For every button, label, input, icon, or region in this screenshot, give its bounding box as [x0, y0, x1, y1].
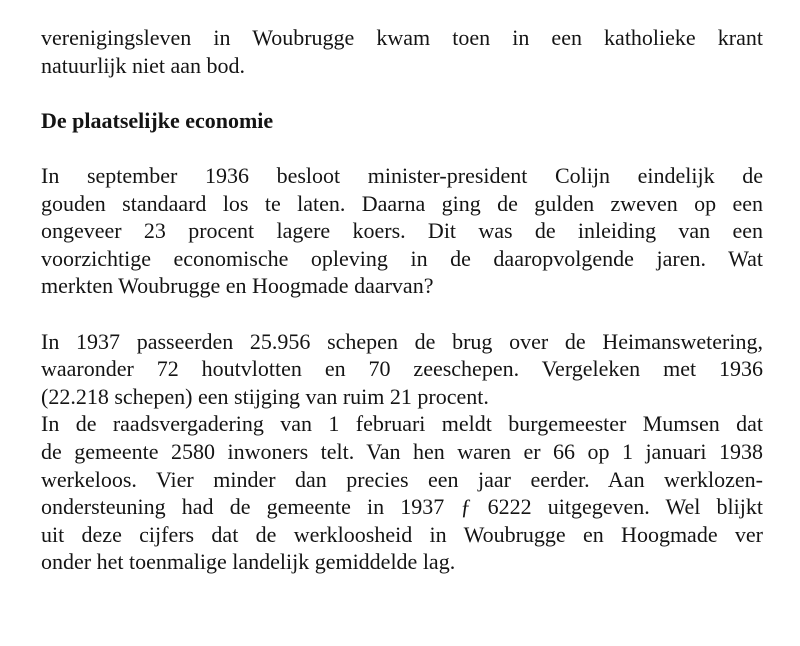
paragraph-spacer: [41, 134, 763, 162]
intro-paragraph: [41, 24, 763, 79]
text-line: gouden standaard los te laten. Daarna ging de gulden zweven op een: [41, 190, 763, 216]
text-line: werkeloos. Vier minder dan precies een jaar eerder. Aan werklozen-: [41, 466, 763, 492]
text-line: natuurlijk niet aan bod.: [41, 52, 246, 78]
text-line: (22.218 schepen) een stijging van ruim 21 procent.: [41, 383, 489, 409]
text-line: de gemeente 2580 inwoners telt. Van hen waren er 66 op 1 januari 1938: [41, 438, 763, 464]
text-line: uit deze cijfers dat de werkloosheid in Woubrugge en Hoogmade ver: [41, 521, 763, 547]
paragraph-spacer: [41, 300, 763, 328]
text-line: waaronder 72 houtvlotten en 70 zeeschepen. Vergeleken met 1936: [41, 356, 763, 382]
document-page: [41, 24, 763, 576]
economy-paragraph-2: [41, 328, 763, 411]
text-line: verenigingsleven in Woubrugge kwam toen in een katholieke krant: [41, 25, 763, 50]
section-heading: De plaatselijke economie: [41, 107, 274, 133]
text-line: merkten Woubrugge en Hoogmade daarvan?: [41, 273, 434, 299]
text-line: ongeveer 23 procent lagere koers. Dit was de inleiding van een: [41, 218, 763, 244]
text-line: ondersteuning had de gemeente in 1937 ƒ 6222 uitgegeven. Wel blijkt: [41, 494, 763, 520]
economy-paragraph-3: [41, 410, 763, 576]
text-line: In 1937 passeerden 25.956 schepen de brug over de Heimanswetering,: [41, 328, 763, 354]
economy-paragraph-1: [41, 162, 763, 300]
text-line: onder het toenmalige landelijk gemiddelde lag.: [41, 549, 456, 575]
text-line: voorzichtige economische opleving in de daaropvolgende jaren. Wat: [41, 245, 763, 271]
text-line: In de raadsvergadering van 1 februari meldt burgemeester Mumsen dat: [41, 411, 763, 437]
paragraph-spacer: [41, 79, 763, 107]
text-line: In september 1936 besloot minister-president Colijn eindelijk de: [41, 162, 763, 188]
